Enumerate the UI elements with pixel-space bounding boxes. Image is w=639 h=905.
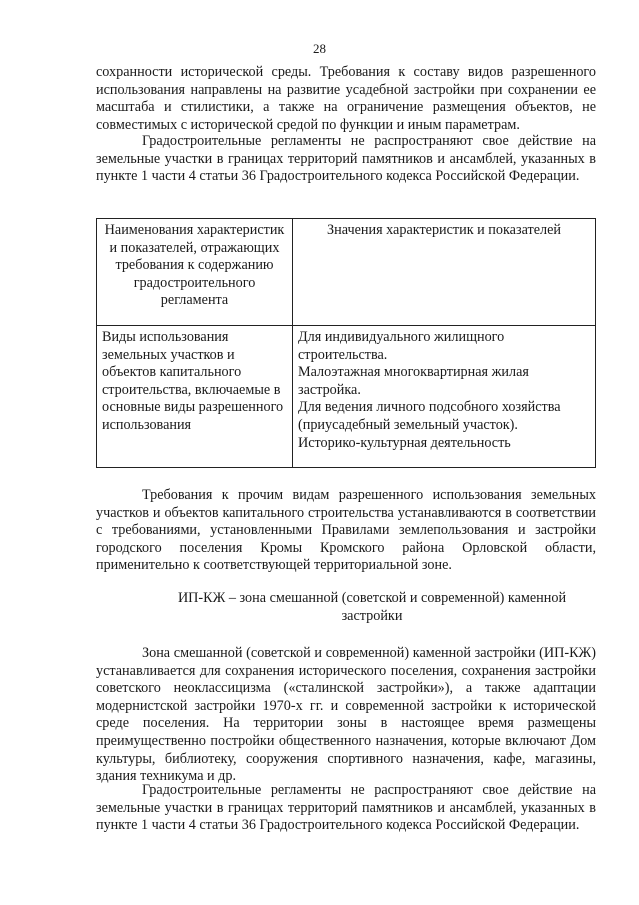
list-item: Историко-культурная деятельность: [298, 434, 511, 451]
list-item: Для ведения личного подсобного хозяйства (приусадебный земельный участок).: [298, 399, 561, 433]
table-header-row: [97, 219, 596, 326]
table-header-characteristics: Наименования характеристик и показателей, отражающих требования к содержанию градостроительного регламента: [97, 219, 293, 326]
table-cell-use-types: Виды использования земельных участков и объектов капитального строительства, включаемые в основные виды разрешенного использования: [97, 326, 293, 468]
paragraph-regulations-exclusion-zone: Градостроительные регламенты не распространяют свое действие на земельные участки в границах территорий памятников и ансамблей, указанных в пункте 1 части 4 статьи 36 Градостроительного кодекса Российской Федерации.: [96, 782, 596, 834]
paragraph-regulations-exclusion: Градостроительные регламенты не распространяют свое действие на земельные участки в границах территорий памятников и ансамблей, указанных в пункте 1 части 4 статьи 36 Градостроительного кодекса Российской Федерации.: [96, 133, 596, 185]
table-header-values: Значения характеристик и показателей: [293, 219, 596, 326]
zone-heading: ИП-КЖ – зона смешанной (советской и современной) каменной застройки: [177, 590, 567, 624]
page-number: 28: [313, 41, 326, 56]
list-item: Малоэтажная многоквартирная жилая застройка.: [298, 364, 529, 398]
table-cell-use-values: [293, 326, 596, 468]
regulation-table: [96, 218, 596, 468]
paragraph-other-use-requirements: Требования к прочим видам разрешенного использования земельных участков и объектов капитального строительства устанавливаются в соответствии с требованиями, установленными Правилами землепользования и застройки городского поселения Кромы Кромского района Орловской области, применительно к соответствующей территориальной зоне.: [96, 487, 596, 574]
paragraph-historic-environment: сохранности исторической среды. Требования к составу видов разрешенного использования направлены на развитие усадебной застройки при сохранении ее масштаба и стилистики, а также на ограничение размещения объектов, не совместимых с исторической средой по функции и иным параметрам.: [96, 64, 596, 133]
list-item: Для индивидуального жилищного строительства.: [298, 329, 505, 363]
paragraph-zone-description: Зона смешанной (советской и современной) каменной застройки (ИП-КЖ) устанавливается для сохранения исторического поселения, сохранения застройки советского неоклассицизма («сталинской застройки»), а также адаптации модернистской застройки 1970-х гг. и современной застройки к исторической среде поселения. На территории зоны в настоящее время размещены преимущественно постройки общественного назначения, которые включают Дом культуры, библиотеку, сооружения спортивного назначения, кафе, магазины, здания техникума и др.: [96, 645, 596, 785]
table-row: [97, 326, 596, 468]
